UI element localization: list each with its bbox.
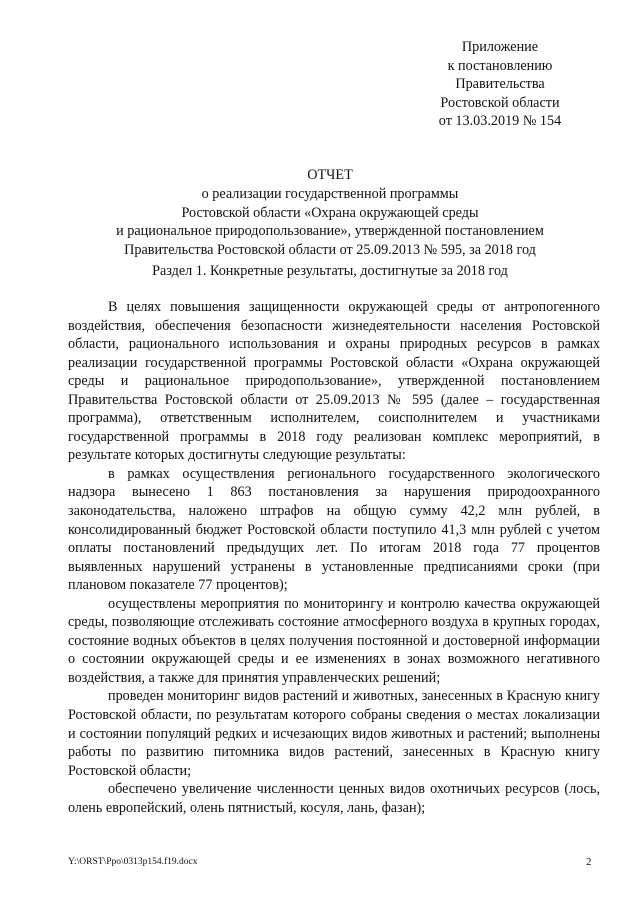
- footer-file-path: Y:\ORST\Ppo\0313p154.f19.docx: [68, 857, 198, 867]
- report-title: ОТЧЕТ: [307, 167, 353, 183]
- report-subtitle-line: о реализации государственной программы: [201, 185, 459, 202]
- body-paragraph: осуществлены мероприятия по мониторингу и контролю качества окружающей среды, позволяющие отслеживать состояние атмосферного воздуха в крупных городах, состояние водных объектов в целях получения постоянной и достоверной информации о состоянии окружающей среды и ее изменениях в зонах возможного негативного воздействия, а также для принятия управленческих решений;: [68, 595, 600, 686]
- appendix-line: Правительства: [455, 76, 545, 93]
- body-paragraph: обеспечено увеличение численности ценных видов охотничьих ресурсов (лось, олень европейский, олень пятнистый, косуля, лань, фазан);: [68, 781, 600, 816]
- appendix-line: от 13.03.2019 № 154: [438, 113, 562, 130]
- body-paragraph: проведен мониторинг видов растений и животных, занесенных в Красную книгу Ростовской области, по результатам которого собраны сведения о местах локализации и состоянии популяций редких и исчезающих видов животных и растений; выполнены работы по развитию питомника видов растений, занесенных в Красную книгу Ростовской области;: [68, 688, 600, 779]
- footer-page-number: 2: [586, 856, 592, 868]
- report-subtitle-line: и рациональное природопользование», утвержденной постановлением: [116, 223, 544, 240]
- body-paragraph: В целях повышения защищенности окружающей среды от антропогенного воздействия, обеспечения безопасности жизнедеятельности населения Ростовской области, рационального использования и охраны природных ресурсов в рамках реализации государственной программы Ростовской области «Охрана окружающей среды и рациональное природопользование», утвержденной постановлением Правительства Ростовской области от 25.09.2013 № 595 (далее – государственная программа), ответственным исполнителем, соисполнителем и участниками государственной программы в 2018 году реализован комплекс мероприятий, в результате которых достигнуты следующие результаты:: [68, 299, 600, 464]
- section-heading: Раздел 1. Конкретные результаты, достигнутые за 2018 год: [152, 263, 508, 279]
- report-subtitle-line: Правительства Ростовской области от 25.09.2013 № 595, за 2018 год: [124, 242, 536, 259]
- body-paragraph: в рамках осуществления регионального государственного экологического надзора вынесено 1 863 постановления за нарушения природоохранного законодательства, наложено штрафов на общую сумму 42,2 млн рублей, в консолидированный бюджет Ростовской области поступило 41,3 млн рублей с учетом оплаты постановлений предыдущих лет. По итогам 2018 года 77 процентов выявленных нарушений устранены в установленные предписаниями сроки (при плановом показателе 77 процентов);: [68, 465, 600, 594]
- appendix-line: к постановлению: [447, 57, 553, 74]
- appendix-block: [400, 38, 600, 131]
- appendix-line: Приложение: [461, 39, 539, 55]
- report-subtitle-line: Ростовской области «Охрана окружающей среды: [181, 204, 479, 221]
- body-text: [68, 298, 600, 817]
- appendix-line: Ростовской области: [440, 94, 560, 111]
- report-title-block: [60, 166, 600, 260]
